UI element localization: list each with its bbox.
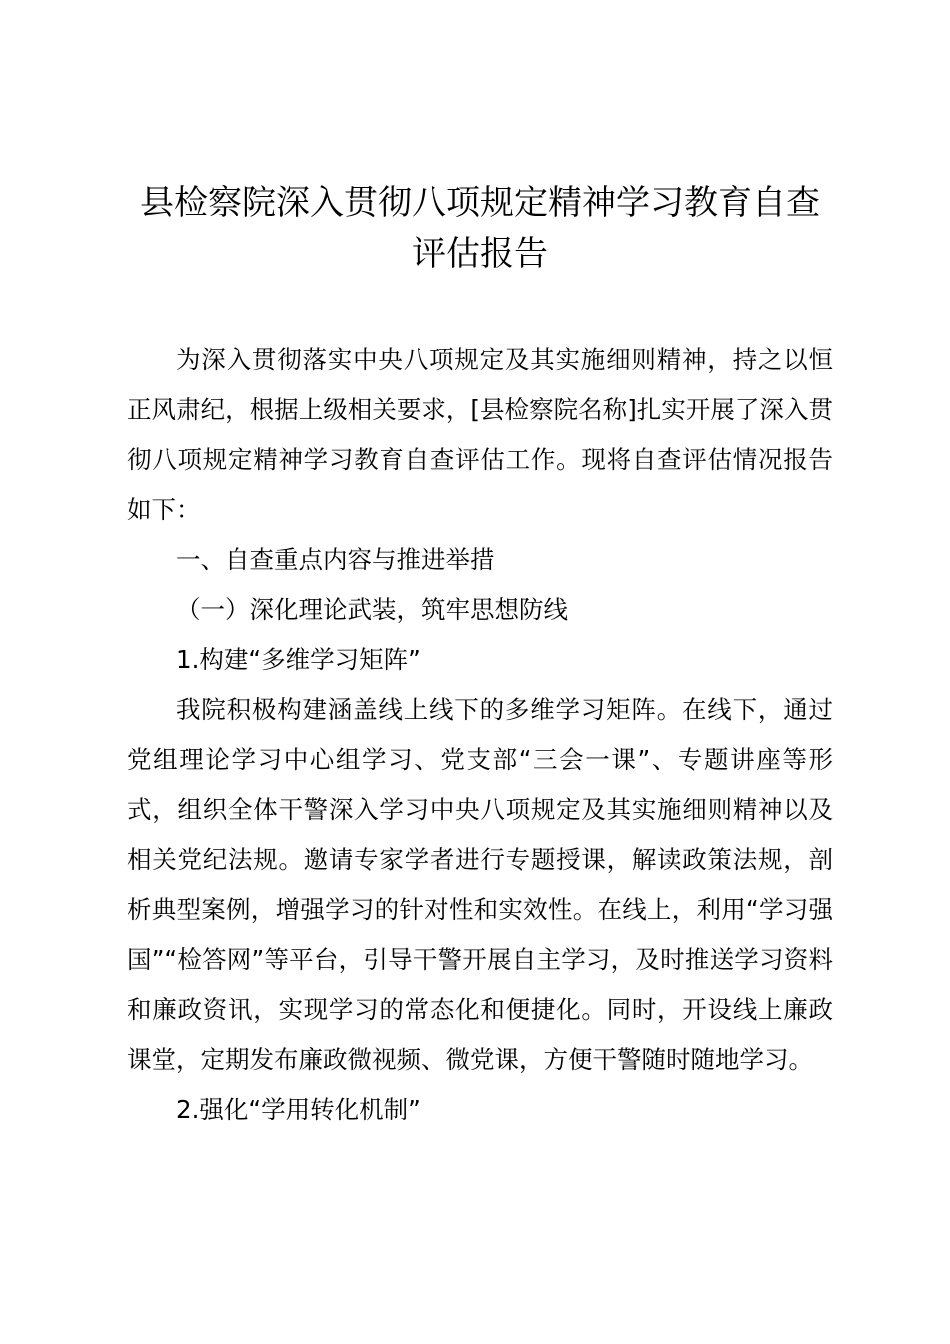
body-paragraph-1: 我院积极构建涵盖线上线下的多维学习矩阵。在线下，通过党组理论学习中心组学习、党支部“三会一课”、专题讲座等形式，组织全体干警深入学习中央八项规定及其实施细则精神以及相关党纪法规。邀请专家学者进行专题授课，解读政策法规，剖析典型案例，增强学习的针对性和实效性。在线上，利用“学习强国”“检答网”等平台，引导干警开展自主学习，及时推送学习资料和廉政资讯，实现学习的常态化和便捷化。同时，开设线上廉政课堂，定期发布廉政微视频、微党课，方便干警随时随地学习。 [127, 695, 833, 1074]
title-line-2: 评估报告 [412, 234, 548, 274]
intro-paragraph: 为深入贯彻落实中央八项规定及其实施细则精神，持之以恒正风肃纪，根据上级相关要求，[县检察院名称]扎实开展了深入贯彻八项规定精神学习教育自查评估工作。现将自查评估情况报告如下： [127, 345, 833, 524]
document-title [110, 178, 850, 280]
item-heading-1: 1.构建“多维学习矩阵” [176, 645, 421, 674]
subsection-heading-1: （一）深化理论武装，筑牢思想防线 [176, 595, 568, 624]
section-heading-1: 一、自查重点内容与推进举措 [176, 545, 495, 574]
title-line-1: 县检察院深入贯彻八项规定精神学习教育自查 [140, 183, 820, 223]
item-heading-2: 2.强化“学用转化机制” [176, 1095, 421, 1124]
document-body [127, 335, 833, 1135]
